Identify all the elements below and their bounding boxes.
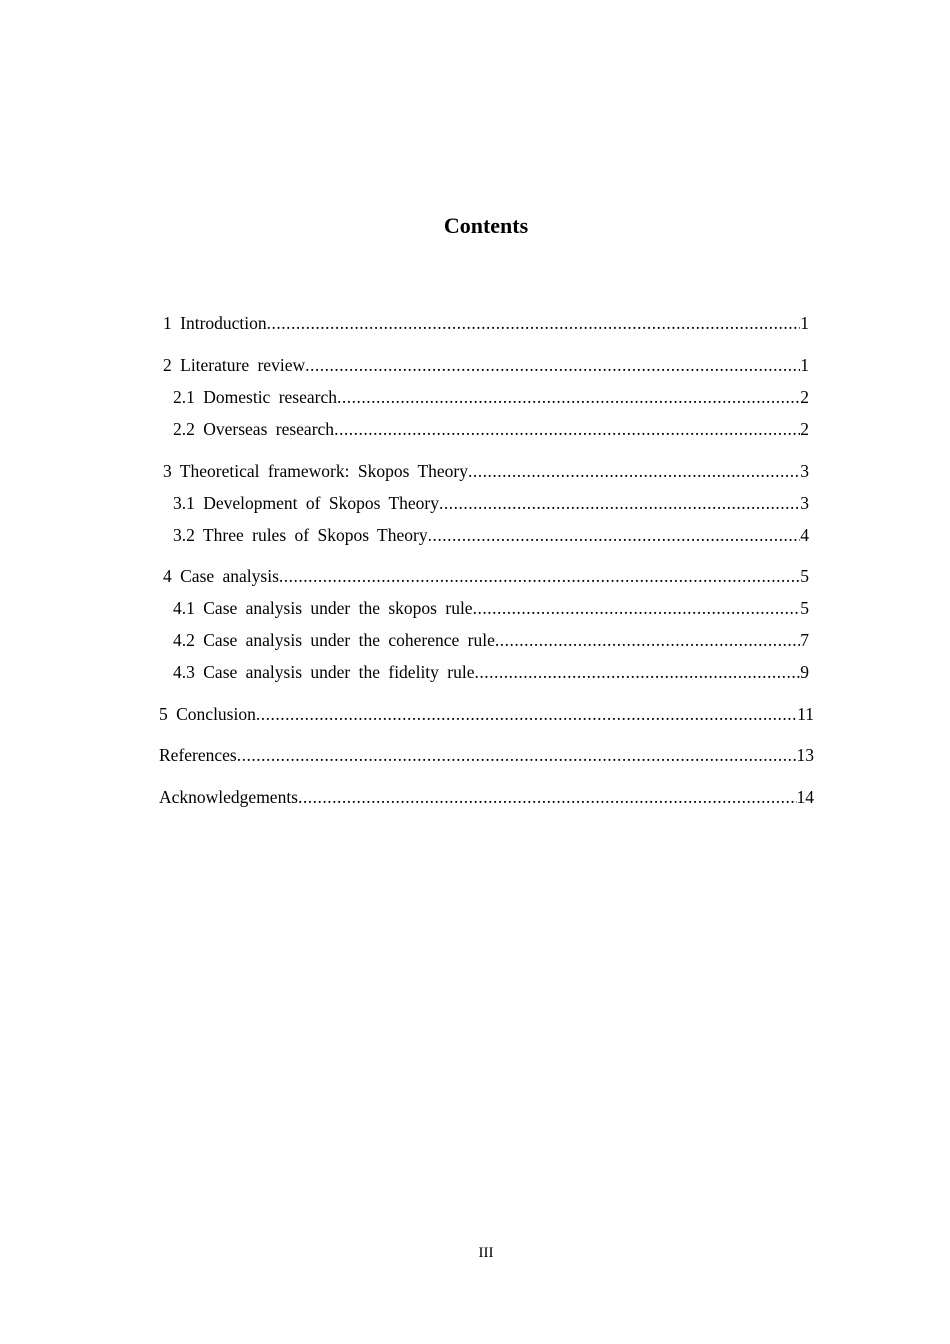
toc-entry-literature-review[interactable] xyxy=(163,354,809,376)
toc-entry-page: 1 xyxy=(800,355,809,375)
toc-dot-leader xyxy=(473,597,801,619)
toc-dot-leader xyxy=(305,354,800,376)
toc-dot-leader xyxy=(475,661,801,683)
toc-entry-label: 4.1 Case analysis under the skopos rule xyxy=(173,598,473,618)
toc-dot-leader xyxy=(495,629,800,651)
toc-entry-label: 2.2 Overseas research xyxy=(173,419,335,439)
toc-entry-case-analysis[interactable] xyxy=(163,565,809,587)
toc-entry-development-of-skopos-theory[interactable] xyxy=(173,492,809,514)
toc-entry-fidelity-rule[interactable] xyxy=(173,661,809,683)
toc-entry-coherence-rule[interactable] xyxy=(173,629,809,651)
toc-dot-leader xyxy=(279,565,800,587)
toc-entry-label: 5 Conclusion xyxy=(159,704,256,724)
toc-entry-introduction[interactable] xyxy=(163,312,809,334)
toc-entry-page: 11 xyxy=(797,704,814,724)
toc-entry-label: 2 Literature review xyxy=(163,355,306,375)
toc-entry-overseas-research[interactable] xyxy=(173,418,809,440)
toc-entry-page: 2 xyxy=(800,419,809,439)
toc-dot-leader xyxy=(237,744,797,766)
toc-dot-leader xyxy=(468,460,800,482)
toc-entry-page: 7 xyxy=(800,630,809,650)
toc-entry-label: 4 Case analysis xyxy=(163,566,279,586)
toc-dot-leader xyxy=(267,312,801,334)
page-title: Contents xyxy=(443,213,529,238)
toc-entry-page: 3 xyxy=(800,493,809,513)
toc-entry-label: 4.3 Case analysis under the fidelity rule xyxy=(173,662,475,682)
toc-entry-label: References xyxy=(159,745,237,765)
toc-entry-label: Acknowledgements xyxy=(159,787,298,807)
toc-entry-page: 2 xyxy=(800,387,809,407)
toc-entry-page: 14 xyxy=(796,787,814,807)
toc-entry-references[interactable] xyxy=(159,744,814,766)
toc-entry-page: 3 xyxy=(800,461,809,481)
toc-entry-page: 1 xyxy=(800,313,809,333)
toc-entry-label: 3.2 Three rules of Skopos Theory xyxy=(173,525,428,545)
toc-entry-skopos-rule[interactable] xyxy=(173,597,809,619)
toc-dot-leader xyxy=(256,703,797,725)
toc-dot-leader xyxy=(337,386,800,408)
toc-entry-acknowledgements[interactable] xyxy=(159,786,814,808)
toc-entry-page: 9 xyxy=(800,662,809,682)
toc-entry-page: 4 xyxy=(800,525,809,545)
toc-dot-leader xyxy=(428,524,801,546)
toc-entry-page: 5 xyxy=(800,598,809,618)
toc-entry-label: 4.2 Case analysis under the coherence rule xyxy=(173,630,495,650)
toc-entry-three-rules[interactable] xyxy=(173,524,809,546)
toc-entry-domestic-research[interactable] xyxy=(173,386,809,408)
toc-dot-leader xyxy=(334,418,800,440)
toc-entry-page: 5 xyxy=(800,566,809,586)
toc-entry-theoretical-framework[interactable] xyxy=(163,460,809,482)
toc-entry-label: 2.1 Domestic research xyxy=(173,387,337,407)
toc-entry-conclusion[interactable] xyxy=(159,703,814,725)
toc-entry-page: 13 xyxy=(796,745,814,765)
toc-entry-label: 1 Introduction xyxy=(163,313,267,333)
toc-dot-leader xyxy=(439,492,800,514)
toc-entry-label: 3 Theoretical framework: Skopos Theory xyxy=(163,461,468,481)
footer-page-number: III xyxy=(478,1245,494,1261)
toc-dot-leader xyxy=(298,786,797,808)
toc-entry-label: 3.1 Development of Skopos Theory xyxy=(173,493,439,513)
